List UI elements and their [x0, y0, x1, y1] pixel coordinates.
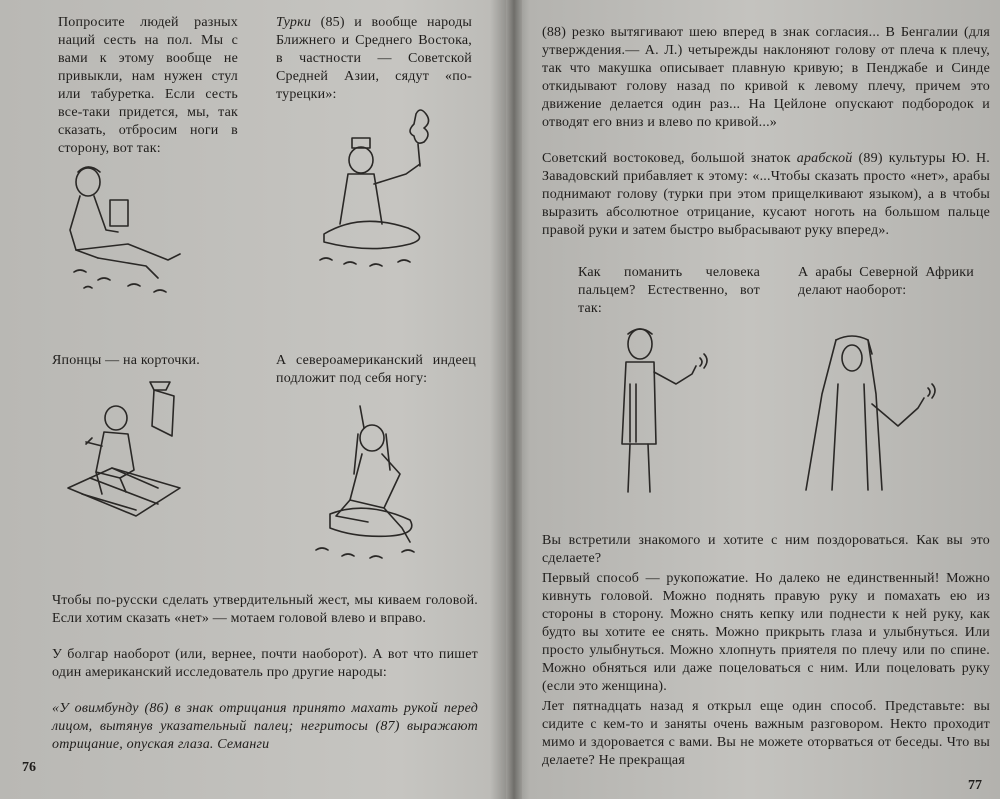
paragraph-2: У болгар наоборот (или, вернее, почти наоборот). А вот что пишет один американский исследователь про другие народы: [52, 647, 478, 680]
right-page [520, 0, 1000, 799]
right-paragraph-2-italic: арабской [796, 151, 853, 166]
figure-reclining-man [58, 160, 198, 305]
figure-japanese-squatting [62, 376, 192, 536]
page-number-left: 76 [22, 760, 36, 775]
right-paragraph-3: Вы встретили знакомого и хотите с ним поздороваться. Как вы это сделаете? [542, 533, 990, 566]
figure-arab-beckoning [802, 334, 952, 494]
figure-man-beckoning [604, 324, 724, 499]
paragraph-3: «У овимбунду (86) в знак отрицания принято махать рукой перед лицом, вытянув указательный палец; негритосы (87) выражают отрицание, опуская глаза. Семанги [52, 701, 478, 752]
arabs-north-text: А арабы Северной Африки делают наоборот: [798, 265, 974, 298]
right-paragraph-2 [542, 150, 990, 240]
intro-text: Попросите людей разных наций сесть на пол. Мы с вами к этому вообще не привыкли, нам нужен стул или табуретка. Если сесть все-таки придется, мы, так сказать, отбросим ноги в сторону, вот так: [58, 15, 238, 156]
right-paragraph-2-a: Советский востоковед, большой знаток [542, 151, 797, 166]
right-paragraph-5: Лет пятнадцать назад я открыл еще один способ. Представьте: вы сидите с кем-то и заняты очень важным разговором. Некто проходит мимо и здоровается с вами. Вы не можете оторваться от беседы. Что вы делаете? Не прекращая [542, 699, 990, 768]
right-paragraph-1: (88) резко вытягивают шею вперед в знак согласия... В Бенгалии (для утверждения.— А. Л.) четырежды наклоняют голову от плеча к плечу, так что макушка описывает плавную кривую; в Пенджабе и Синде откидывают голову назад по кривой к левому плечу, причем это движение делается один раз... На Цейлоне опускают подбородок и отводят его вниз и влево по кривой...» [542, 25, 990, 130]
japanese-text: Японцы — на корточки. [52, 353, 200, 368]
turks-rest: (85) и вообще народы Ближнего и Среднего Востока, в частности — Советской Средней Азии, сядут «по-турецки»: [276, 15, 472, 102]
beckon-text: Как поманить человека пальцем? Естественно, вот так: [578, 265, 760, 316]
turks-text [276, 14, 472, 104]
page-number-right: 77 [968, 778, 982, 793]
right-paragraph-2-b: (89) культуры Ю. Н. Завадовский прибавляет к этому: «...Чтобы сказать просто «нет», арабы поднимают голову (турки при этом прищелкивают языком), а в чтобы выразить абсолютное отрицание, кусают ноготь на большом пальце правой руки и затем быстро выбрасывают руку вперед». [542, 151, 990, 238]
indian-text: А североамериканский индеец подложит под себя ногу: [276, 353, 476, 386]
right-paragraph-4: Первый способ — рукопожатие. Но далеко не единственный! Можно кивнуть головой. Можно поднять правую руку и помахать ею из стороны в сторону. Можно снять кепку или поднести к ней руку, как будто вы хотите ее снять. Можно прикрыть глаза и улыбнуться. Или просто улыбнуться. Можно хлопнуть приятеля по плечу или по спине. Можно обняться или даже поцеловаться с ним. Или поцеловать руку (если это женщина). [542, 571, 990, 694]
figure-indian-sitting [306, 404, 446, 568]
figure-turk-sitting [310, 104, 450, 274]
turks-italic: Турки [276, 15, 312, 30]
paragraph-1: Чтобы по-русски сделать утвердительный жест, мы киваем головой. Если хотим сказать «нет» — мотаем головой влево и вправо. [52, 593, 478, 626]
